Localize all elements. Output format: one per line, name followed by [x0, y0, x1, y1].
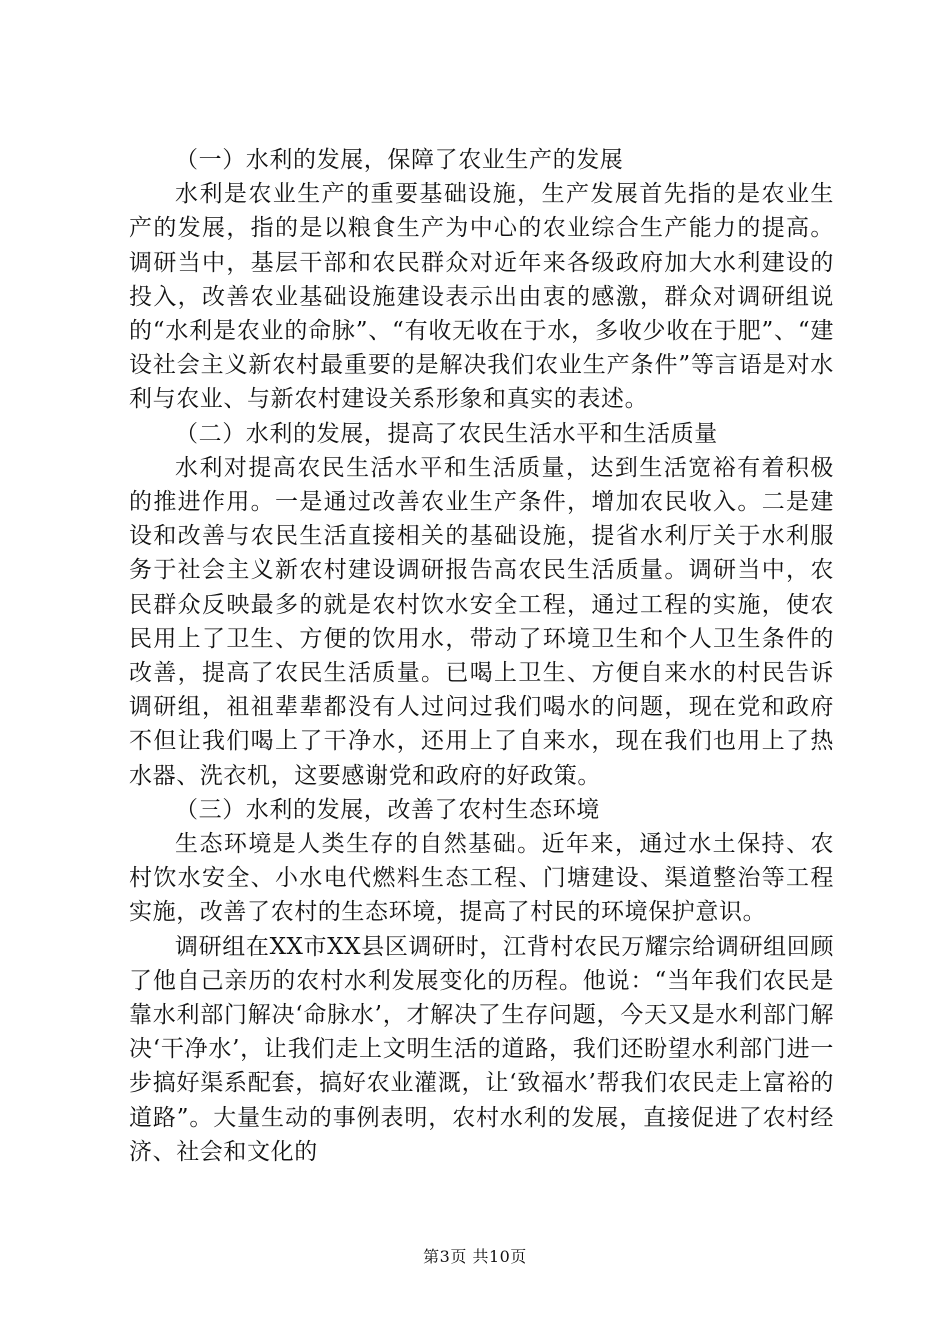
document-body: [129, 143, 834, 1169]
body-paragraph: 水利对提高农民生活水平和生活质量，达到生活宽裕有着积极的推进作用。一是通过改善农业生产条件，增加农民收入。二是建设和改善与农民生活直接相关的基础设施，提省水利厅关于水利服务于社会主义新农村建设调研报告高农民生活质量。调研当中，农民群众反映最多的就是农村饮水安全工程，通过工程的实施，使农民用上了卫生、方便的饮用水，带动了环境卫生和个人卫生条件的改善，提高了农民生活质量。已喝上卫生、方便自来水的村民告诉调研组，祖祖辈辈都没有人过问过我们喝水的问题，现在党和政府不但让我们喝上了干净水，还用上了自来水，现在我们也用上了热水器、洗衣机，这要感谢党和政府的好政策。: [129, 454, 834, 789]
page-number-footer: 第3页 共10页: [423, 1247, 527, 1266]
body-paragraph: 调研组在XX市XX县区调研时，江背村农民万耀宗给调研组回顾了他自己亲历的农村水利发展变化的历程。他说：“当年我们农民是靠水利部门解决‘命脉水’，才解决了生存问题，今天又是水利部门解决‘干净水’，让我们走上文明生活的道路，我们还盼望水利部门进一步搞好渠系配套，搞好农业灌溉，让‘致福水’帮我们农民走上富裕的道路”。大量生动的事例表明，农村水利的发展，直接促进了农村经济、社会和文化的: [129, 933, 834, 1165]
section-heading-1: （一）水利的发展，保障了农业生产的发展: [175, 147, 624, 173]
section-heading-2: （二）水利的发展，提高了农民生活水平和生活质量: [175, 420, 718, 447]
body-paragraph: 生态环境是人类生存的自然基础。近年来，通过水土保持、农村饮水安全、小水电代燃料生态工程、门塘建设、渠道整治等工程实施，改善了农村的生态环境，提高了村民的环境保护意识。: [129, 831, 834, 926]
body-paragraph: 水利是农业生产的重要基础设施，生产发展首先指的是农业生产的发展，指的是以粮食生产为中心的农业综合生产能力的提高。调研当中，基层干部和农民群众对近年来各级政府加大水利建设的投入，改善农业基础设施建设表示出由衷的感激，群众对调研组说的“水利是农业的命脉”、“有收无收在于水，多收少收在于肥”、“建设社会主义新农村最重要的是解决我们农业生产条件”等言语是对水利与农业、与新农村建设关系形象和真实的表述。: [129, 181, 834, 413]
section-heading-3: （三）水利的发展，改善了农村生态环境: [175, 796, 600, 823]
